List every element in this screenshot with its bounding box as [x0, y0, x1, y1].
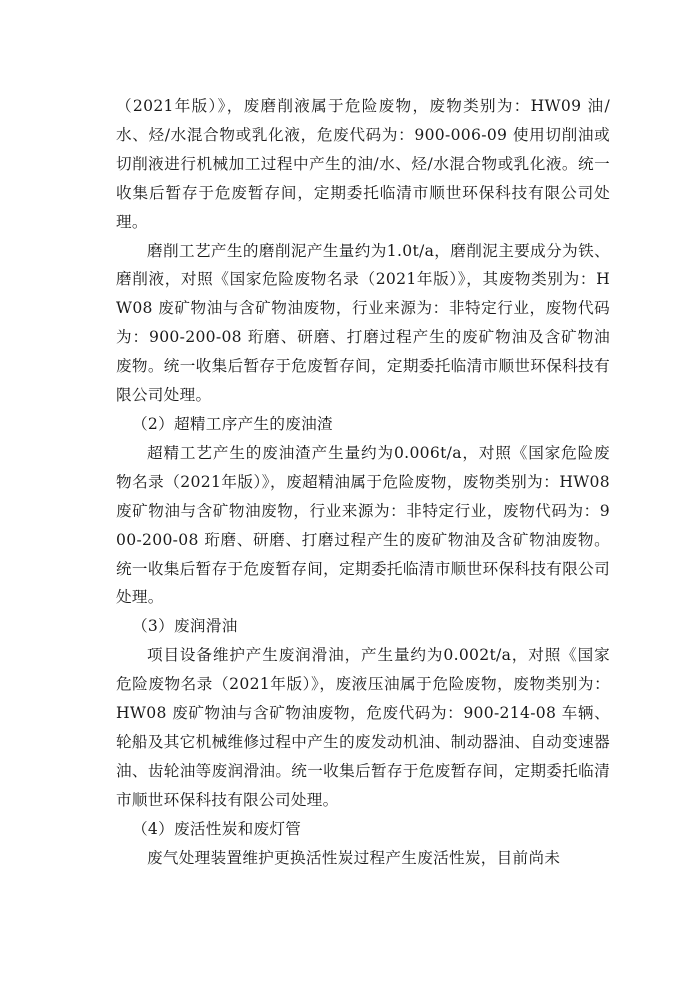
body-paragraph: 超精工艺产生的废油渣产生量约为0.006t/a，对照《国家危险废物名录（2021年版）》，废超精油属于危险废物，废物类别为：HW08 废矿物油与含矿物油废物，行业来源为：非特定行业，废物代码为：900-200-08 珩磨、研磨、打磨过程产生的废矿物油及含矿物油废物。统一收集后暂存于危废暂存间，定期委托临清市顺世环保科技有限公司处理。: [116, 443, 610, 607]
body-paragraph: 废气处理装置维护更换活性炭过程产生废活性炭，目前尚未: [147, 848, 561, 867]
body-paragraph: 磨削工艺产生的磨削泥产生量约为1.0t/a，磨削泥主要成分为铁、磨削液，对照《国家危险废物名录（2021年版）》，其废物类别为：HW08 废矿物油与含矿物油废物，行业来源为：非特定行业，废物代码为：900-200-08 珩磨、研磨、打磨过程产生的废矿物油及含矿物油废物。统一收集后暂存于危废暂存间，定期委托临清市顺世环保科技有限公司处理。: [116, 241, 610, 405]
document-body: [116, 92, 610, 872]
body-paragraph: 项目设备维护产生废润滑油，产生量约为0.002t/a，对照《国家危险废物名录（2021年版）》，废液压油属于危险废物，废物类别为：HW08 废矿物油与含矿物油废物，危废代码为：900-214-08 车辆、轮船及其它机械维修过程中产生的废发动机油、制动器油、自动变速器油、齿轮油等废润滑油。统一收集后暂存于危废暂存间，定期委托临清市顺世环保科技有限公司处理。: [116, 646, 610, 809]
section-heading: （4）废活性炭和废灯管: [132, 819, 302, 838]
section-heading: （3）废润滑油: [132, 617, 238, 636]
body-paragraph: （2021年版）》，废磨削液属于危险废物，废物类别为：HW09 油/水、烃/水混合物或乳化液，危废代码为：900-006-09 使用切削油或切削液进行机械加工过程中产生的油/水、烃/水混合物或乳化液。统一收集后暂存于危废暂存间，定期委托临清市顺世环保科技有限公司处理。: [116, 97, 610, 231]
section-heading: （2）超精工序产生的废油渣: [132, 414, 333, 433]
